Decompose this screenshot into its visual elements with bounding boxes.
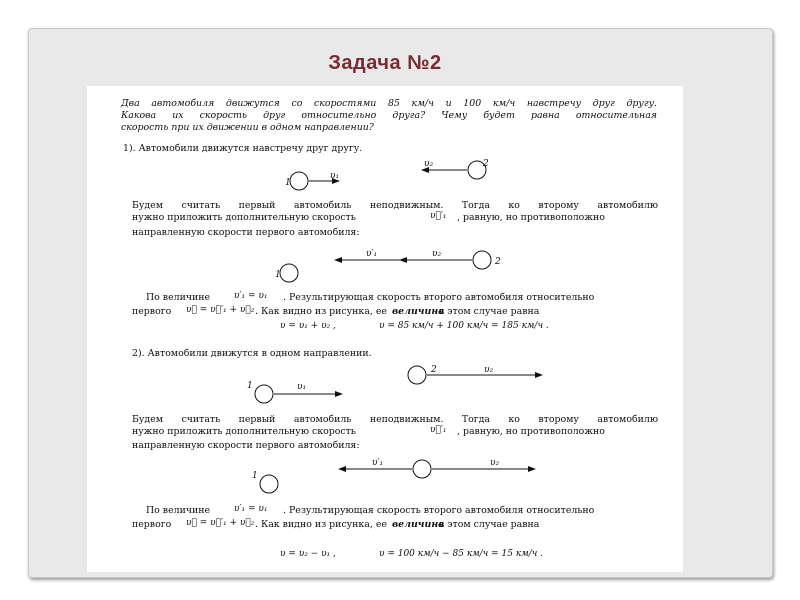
part2-sum: υ⃗ = υ⃗′₁ + υ⃗₂ (186, 518, 255, 528)
part1-seen-c: в этом случае равна (439, 306, 540, 317)
part1-assume-line-2b: , равную, но противоположно (457, 212, 605, 223)
part2-first: первого (132, 519, 172, 530)
scanned-page (87, 86, 683, 572)
part1-assume-line-1: Будем считать первый автомобиль неподвижным. Тогда ко второму автомобилю (132, 200, 658, 211)
v2-label: υ₂ (432, 249, 442, 259)
part2-v1p-vector: υ⃗′₁ (430, 425, 447, 435)
part2-magnitude-text: . Результирующая скорость второго автомобиля относительно (283, 505, 595, 516)
part1-magnitude-eq: υ′₁ = υ₁ (234, 291, 268, 301)
car2-label: 2 (495, 257, 501, 267)
v2-label: υ₂ (490, 458, 500, 468)
v2-label: υ₂ (484, 365, 494, 375)
part2-formula-1: υ = υ₂ − υ₁ , (280, 549, 336, 559)
car2-label: 2 (431, 365, 437, 375)
part1-magnitude-label: По величине (146, 292, 211, 303)
car1-label: 1 (275, 270, 281, 280)
part1-formula-1: υ = υ₁ + υ₂ , (280, 321, 336, 331)
slide-title: Задача №2 (328, 52, 442, 74)
part1-seen-b: величина (392, 306, 445, 317)
car1-circle (255, 385, 273, 403)
part1-magnitude-text: . Результирующая скорость второго автомобиля относительно (283, 292, 595, 303)
car1-circle (280, 264, 298, 282)
car1-label: 1 (247, 381, 253, 391)
car1-circle (290, 172, 308, 190)
part2-seen-a: . Как видно из рисунка, ее (255, 519, 387, 530)
part2-assume-line-2a: нужно приложить дополнительную скорость (132, 426, 356, 437)
part1-assume-line-2a: нужно приложить дополнительную скорость (132, 212, 356, 223)
car1-label: 1 (252, 471, 258, 481)
v1-label: υ₁ (297, 382, 307, 392)
part2-magnitude-eq: υ′₁ = υ₁ (234, 504, 268, 514)
part1-formula-2: υ = 85 км/ч + 100 км/ч = 185 км/ч . (379, 321, 549, 331)
part1-seen-a: . Как видно из рисунка, ее (255, 306, 387, 317)
car2-circle (413, 460, 431, 478)
part1-v1p-vector: υ⃗′₁ (430, 211, 447, 221)
car2-circle (408, 366, 426, 384)
part2-formula-2: υ = 100 км/ч − 85 км/ч = 15 км/ч . (379, 549, 544, 559)
problem-line-2: Какова их скорость друг относительно друга? Чему будет равна относительная (121, 110, 657, 121)
part2-assume-line-2b: , равную, но противоположно (457, 426, 605, 437)
car1-label: 1 (285, 178, 291, 188)
part2-seen-b: величина (392, 519, 445, 530)
car1-circle (260, 475, 278, 493)
part1-heading: 1). Автомобили движутся навстречу друг другу. (123, 143, 363, 154)
problem-line-1: Два автомобиля движутся со скоростями 85 км/ч и 100 км/ч навстречу друг другу. (121, 98, 657, 109)
part2-assume-line-3: направленную скорости первого автомобиля: (132, 440, 360, 451)
v2-label: υ₂ (424, 159, 434, 169)
part1-first: первого (132, 306, 172, 317)
car2-circle (473, 251, 491, 269)
part2-seen-c: в этом случае равна (439, 519, 540, 530)
car2-label: 2 (483, 159, 489, 169)
part2-heading: 2). Автомобили движутся в одном направлении. (132, 348, 372, 359)
problem-line-3: скорость при их движении в одном направлении? (121, 122, 374, 133)
part2-assume-line-1: Будем считать первый автомобиль неподвижным. Тогда ко второму автомобилю (132, 414, 658, 425)
part1-sum: υ⃗ = υ⃗′₁ + υ⃗₂ (186, 305, 255, 315)
v1-label: υ₁ (330, 171, 340, 181)
v1p-label: υ′₁ (372, 458, 384, 468)
motion-diagrams (87, 86, 683, 572)
part1-assume-line-3: направленную скорости первого автомобиля: (132, 227, 360, 238)
part2-magnitude-label: По величине (146, 505, 211, 516)
v1p-label: υ′₁ (366, 249, 378, 259)
